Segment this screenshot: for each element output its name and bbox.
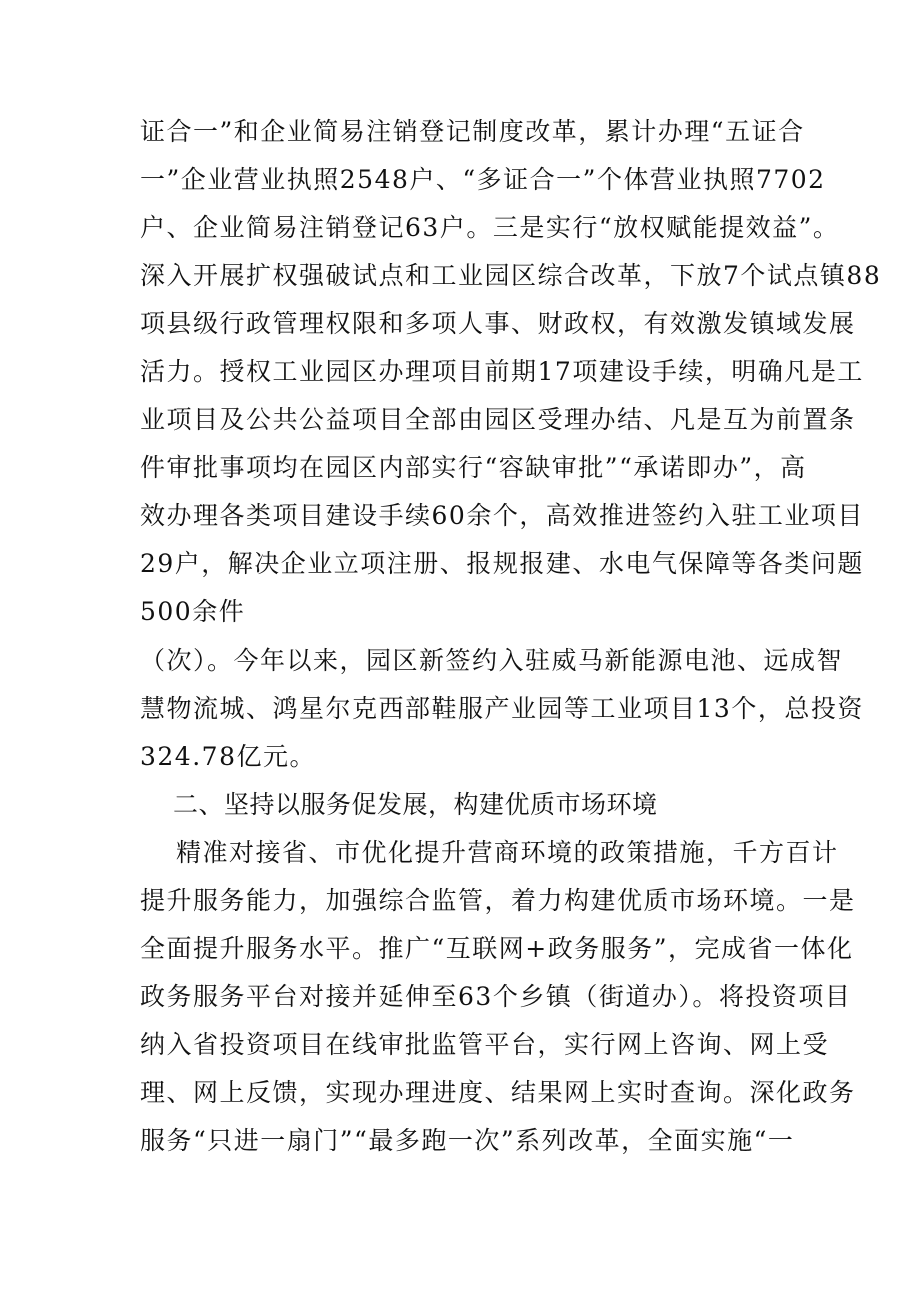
paragraph-1-line: （次）。今年以来，园区新签约入驻威马新能源电池、远成智 [140,646,844,675]
paragraph-1-line: 324.78亿元。 [140,742,316,771]
paragraph-1-line: 一”企业营业执照2548户、“多证合一”个体营业执照7702 [140,165,826,194]
paragraph-1-line: 户、企业简易注销登记63户。三是实行“放权赋能提效益”。 [140,213,840,242]
paragraph-1-line: 29户，解决企业立项注册、报规报建、水电气保障等各类问题 [140,549,864,578]
paragraph-2-line: 全面提升服务水平。推广“互联网+政务服务”，完成省一体化 [140,934,854,963]
paragraph-1-line: 业项目及公共公益项目全部由园区受理办结、凡是互为前置条 [140,405,856,434]
paragraph-2-line: 提升服务能力，加强综合监管，着力构建优质市场环境。一是 [140,886,856,915]
paragraph-1-line: 项县级行政管理权限和多项人事、财政权，有效激发镇域发展 [140,309,856,338]
paragraph-1-line: 500余件 [140,597,246,626]
paragraph-2-line: 理、网上反馈，实现办理进度、结果网上实时查询。深化政务 [140,1078,856,1107]
paragraph-2-line: 服务“只进一扇门”“最多跑一次”系列改革，全面实施“一 [140,1126,795,1155]
paragraph-1-line: 效办理各类项目建设手续60余个，高效推进签约入驻工业项目 [140,501,864,530]
paragraph-2-line: 政务服务平台对接并延伸至63个乡镇（街道办）。将投资项目 [140,982,852,1011]
paragraph-2-line: 纳入省投资项目在线审批监管平台，实行网上咨询、网上受 [140,1030,830,1059]
section-heading: 二、坚持以服务促发展，构建优质市场环境 [173,790,658,819]
paragraph-2-line: 精准对接省、市优化提升营商环境的政策措施，千方百计 [176,838,839,867]
paragraph-1-line: 证合一”和企业简易注销登记制度改革，累计办理“五证合 [140,117,805,146]
paragraph-1-line: 慧物流城、鸿星尔克西部鞋服产业园等工业项目13个，总投资 [140,694,864,723]
paragraph-1-line: 深入开展扩权强破试点和工业园区综合改革，下放7个试点镇88 [140,261,882,290]
paragraph-1-line: 活力。授权工业园区办理项目前期17项建设手续，明确凡是工 [140,357,864,386]
paragraph-1-line: 件审批事项均在园区内部实行“容缺审批”“承诺即办”，高 [140,453,807,482]
